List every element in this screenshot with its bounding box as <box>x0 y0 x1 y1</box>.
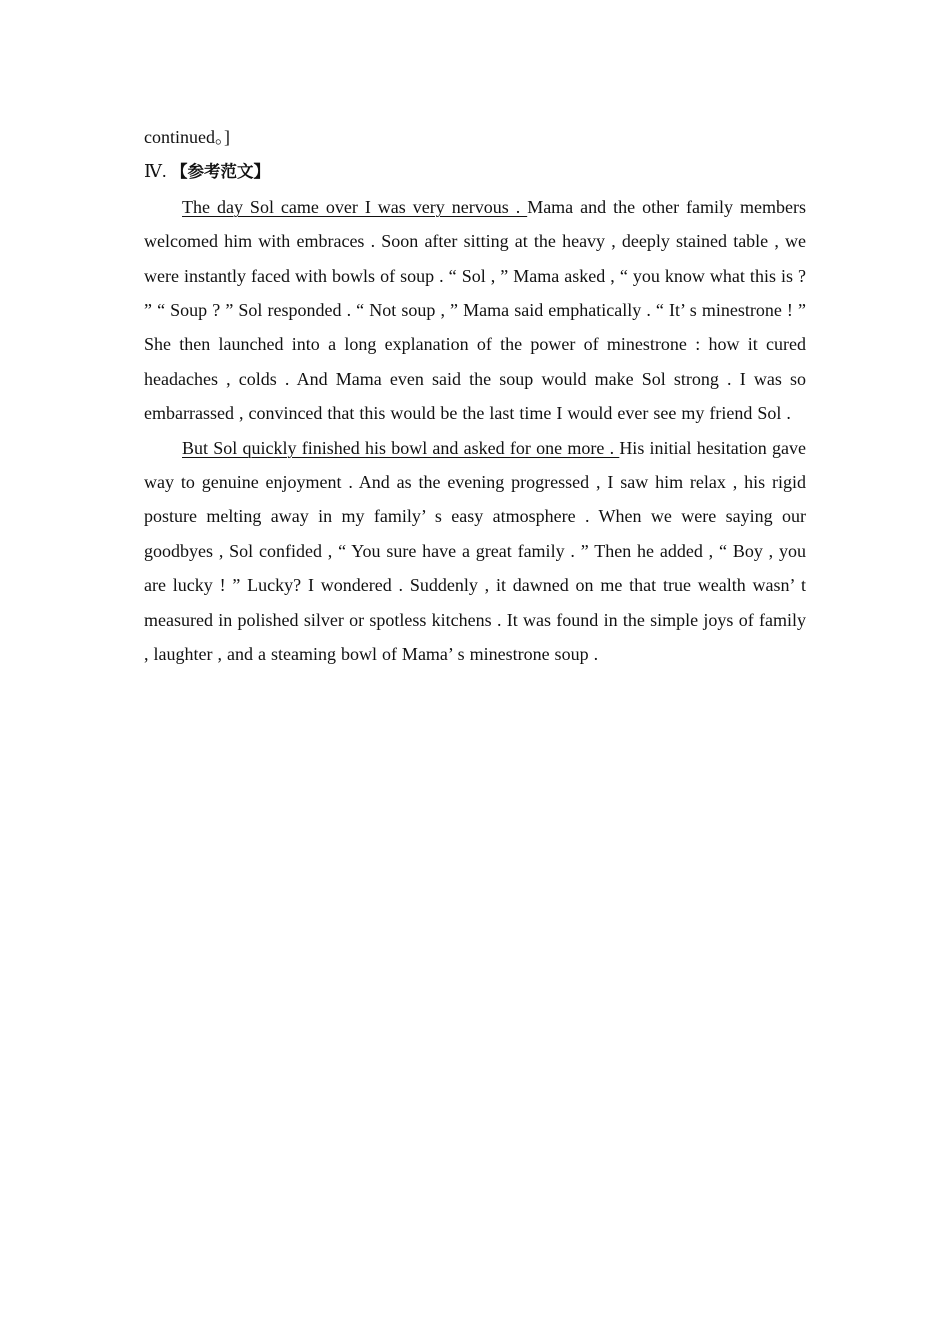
continued-line: continued。] <box>144 127 230 147</box>
section-title: 【参考范文】 <box>170 162 270 182</box>
paragraph-2-opening-sentence: But Sol quickly finished his bowl and asked for one more . <box>182 437 620 458</box>
paragraph-1-opening-sentence: The day Sol came over I was very nervous . <box>182 196 528 217</box>
document-content <box>144 120 806 672</box>
essay-paragraph-2 <box>144 431 806 672</box>
paragraph-1-body: Mama and the other family members welcomed him with embraces . Soon after sitting at the heavy , deeply stained table , we were instantly faced with bowls of soup . “ Sol , ” Mama asked , “ you know what this is ? ” “ Soup ? ” Sol responded . “ Not soup , ” Mama said emphatically . “ It’ s minestrone ! ” She then launched into a long explanation of the power of minestrone : how it cured headaches , colds . And Mama even said the soup would make Sol strong . I was so embarrassed , convinced that this would be the last time I would ever see my friend Sol . <box>144 196 806 424</box>
paragraph-2-body: His initial hesitation gave way to genuine enjoyment . And as the evening progressed , I saw him relax , his rigid posture melting away in my family’ s easy atmosphere . When we were saying our goodbyes , Sol confided , “ You sure have a great family . ” Then he added , “ Boy , you are lucky ! ” Lucky? I wondered . Suddenly , it dawned on me that true wealth wasn’ t measured in polished silver or spotless kitchens . It was found in the simple joys of family , laughter , and a steaming bowl of Mama’ s minestrone soup . <box>144 437 806 665</box>
section-heading <box>144 154 806 189</box>
essay-paragraph-1 <box>144 190 806 431</box>
section-number: Ⅳ. <box>144 161 167 182</box>
